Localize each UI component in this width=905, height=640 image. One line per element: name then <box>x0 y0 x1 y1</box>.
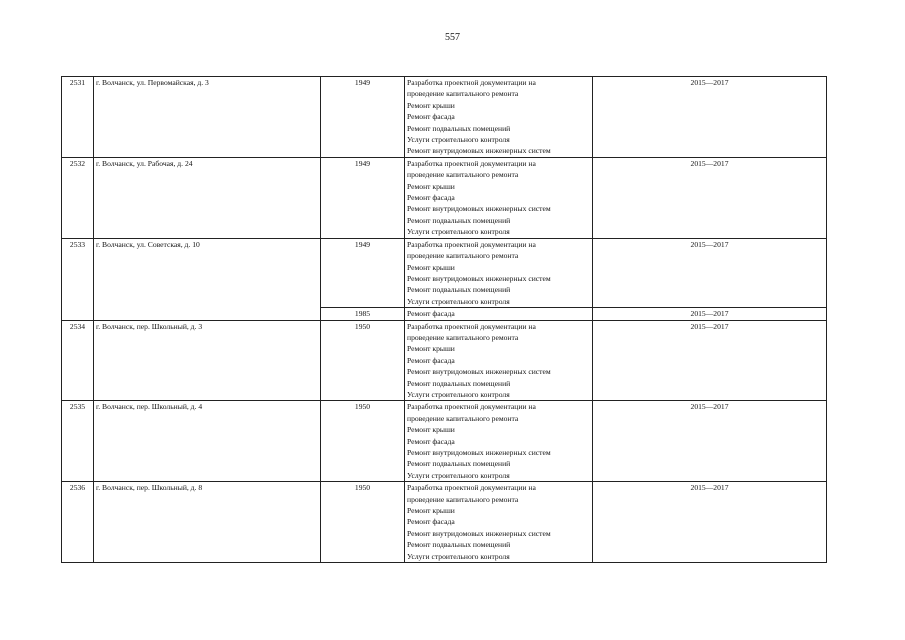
address-cell: г. Волчанск, пер. Школьный, д. 3 <box>94 320 321 401</box>
work-item: проведение капитального ремонта <box>407 413 519 423</box>
work-item: проведение капитального ремонта <box>407 251 519 261</box>
work-item: Ремонт фасада <box>407 193 455 203</box>
address-cell: г. Волчанск, ул. Рабочая, д. 24 <box>94 157 321 238</box>
row-number-cell: 2535 <box>62 401 94 482</box>
works-cell <box>405 401 593 482</box>
period-cell: 2015—2017 <box>593 77 827 158</box>
period-cell: 2015—2017 <box>593 308 827 320</box>
work-item: Ремонт внутридомовых инженерных систем <box>407 146 551 156</box>
work-item: Ремонт крыши <box>407 506 455 516</box>
period-cell: 2015—2017 <box>593 157 827 238</box>
work-item: Ремонт фасада <box>407 517 455 527</box>
table-row <box>62 157 827 238</box>
address-cell: г. Волчанск, пер. Школьный, д. 4 <box>94 401 321 482</box>
row-number-cell: 2532 <box>62 157 94 238</box>
table-row <box>62 238 827 307</box>
work-item: Разработка проектной документации на <box>407 158 536 168</box>
table-row <box>62 320 827 401</box>
work-item: Ремонт подвальных помещений <box>407 285 511 295</box>
work-item: Ремонт подвальных помещений <box>407 123 511 133</box>
work-item: Ремонт крыши <box>407 262 455 272</box>
work-item: Услуги строительного контроля <box>407 227 510 237</box>
year-cell: 1949 <box>321 157 405 238</box>
work-item: проведение капитального ремонта <box>407 332 519 342</box>
work-item: Ремонт крыши <box>407 181 455 191</box>
year-cell: 1950 <box>321 320 405 401</box>
year-cell: 1949 <box>321 238 405 307</box>
period-cell: 2015—2017 <box>593 238 827 307</box>
work-item: Услуги строительного контроля <box>407 470 510 480</box>
work-item: Разработка проектной документации на <box>407 402 536 412</box>
row-number-cell: 2533 <box>62 238 94 320</box>
work-item: Ремонт подвальных помещений <box>407 215 511 225</box>
work-item: Ремонт внутридомовых инженерных систем <box>407 273 551 283</box>
works-cell <box>405 157 593 238</box>
works-cell <box>405 482 593 563</box>
period-cell: 2015—2017 <box>593 482 827 563</box>
works-cell <box>405 320 593 401</box>
year-cell: 1949 <box>321 77 405 158</box>
repair-program-table <box>61 76 827 563</box>
address-cell: г. Волчанск, ул. Советская, д. 10 <box>94 238 321 320</box>
work-item: Разработка проектной документации на <box>407 483 536 493</box>
table-body <box>62 77 827 563</box>
table-row <box>62 482 827 563</box>
address-cell: г. Волчанск, ул. Первомайская, д. 3 <box>94 77 321 158</box>
year-cell: 1950 <box>321 401 405 482</box>
work-item: Ремонт фасада <box>407 436 455 446</box>
address-cell: г. Волчанск, пер. Школьный, д. 8 <box>94 482 321 563</box>
work-item: Ремонт внутридомовых инженерных систем <box>407 528 551 538</box>
row-number-cell: 2531 <box>62 77 94 158</box>
year-cell: 1950 <box>321 482 405 563</box>
work-item: Ремонт крыши <box>407 425 455 435</box>
work-item: Разработка проектной документации на <box>407 78 536 87</box>
work-item: Ремонт внутридомовых инженерных систем <box>407 204 551 214</box>
period-cell: 2015—2017 <box>593 401 827 482</box>
work-item: Услуги строительного контроля <box>407 389 510 399</box>
work-item: Ремонт фасада <box>407 355 455 365</box>
period-cell: 2015—2017 <box>593 320 827 401</box>
work-item: Ремонт крыши <box>407 100 455 110</box>
work-item: Разработка проектной документации на <box>407 239 536 249</box>
work-item: проведение капитального ремонта <box>407 89 519 99</box>
work-item: Ремонт подвальных помещений <box>407 378 511 388</box>
work-item: Услуги строительного контроля <box>407 296 510 306</box>
work-item: Ремонт внутридомовых инженерных систем <box>407 448 551 457</box>
row-number-cell: 2536 <box>62 482 94 563</box>
works-cell <box>405 308 593 320</box>
work-item: проведение капитального ремонта <box>407 170 519 180</box>
work-item: Ремонт внутридомовых инженерных систем <box>407 367 551 377</box>
work-item: Услуги строительного контроля <box>407 551 510 561</box>
work-item: Ремонт фасада <box>407 112 455 122</box>
work-item: Ремонт подвальных помещений <box>407 459 511 469</box>
work-item: Разработка проектной документации на <box>407 321 536 331</box>
work-item: Ремонт крыши <box>407 344 455 354</box>
work-item: Ремонт фасада <box>407 309 455 319</box>
page-number: 557 <box>445 32 460 43</box>
year-cell: 1985 <box>321 308 405 320</box>
table-row <box>62 401 827 482</box>
work-item: проведение капитального ремонта <box>407 494 519 504</box>
works-cell <box>405 238 593 307</box>
work-item: Ремонт подвальных помещений <box>407 540 511 550</box>
work-item: Услуги строительного контроля <box>407 135 510 145</box>
row-number-cell: 2534 <box>62 320 94 401</box>
works-cell <box>405 77 593 158</box>
table-row <box>62 77 827 158</box>
